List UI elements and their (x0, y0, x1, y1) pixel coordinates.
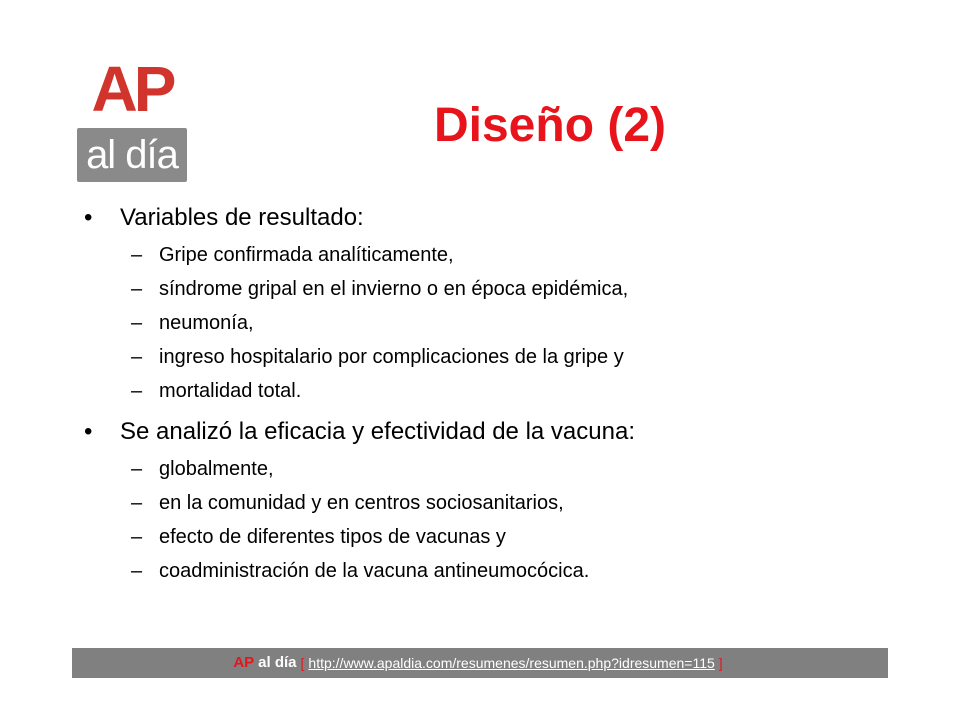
dash-marker: – (131, 244, 143, 266)
list-item (84, 520, 904, 554)
list-item (84, 306, 904, 340)
dash-marker: – (131, 492, 143, 514)
list-item-text: coadministración de la vacuna antineumocócica. (159, 560, 590, 582)
list-item-text: en la comunidad y en centros sociosanitarios, (159, 492, 564, 514)
list-item (84, 554, 904, 588)
list-item-text: mortalidad total. (159, 380, 302, 402)
slide-title: Diseño (2) (433, 99, 667, 152)
dash-marker: – (131, 526, 143, 548)
logo-aldia-box (77, 128, 187, 182)
bullet-dot: • (84, 204, 93, 231)
bullet-heading: Se analizó la eficacia y efectividad de la vacuna: (120, 418, 635, 445)
list-item (84, 486, 904, 520)
footer-brand-aldia: al día (258, 654, 297, 671)
dash-marker: – (131, 458, 143, 480)
bullet-heading: Variables de resultado: (120, 204, 364, 231)
dash-marker: – (131, 346, 143, 368)
dash-marker: – (131, 380, 143, 402)
sublist-variables (84, 238, 904, 408)
list-item-text: ingreso hospitalario por complicaciones de la gripe y (159, 346, 624, 368)
list-item-text: síndrome gripal en el invierno o en época epidémica, (159, 278, 629, 300)
list-item (84, 238, 904, 272)
slide-content (84, 198, 904, 588)
sublist-analisis (84, 452, 904, 588)
dash-marker: – (131, 560, 143, 582)
list-item (84, 374, 904, 408)
list-item-text: Gripe confirmada analíticamente, (159, 244, 454, 266)
bullet-eficacia-vacuna (84, 412, 904, 452)
list-item-text: neumonía, (159, 312, 254, 334)
dash-marker: – (131, 312, 143, 334)
list-item (84, 340, 904, 374)
bullet-variables-resultado (84, 198, 904, 238)
footer-bracket-open: [ (300, 655, 305, 671)
dash-marker: – (131, 278, 143, 300)
logo-aldia-text: al día (86, 133, 178, 177)
footer-brand-ap: AP (233, 654, 255, 671)
footer-url-link[interactable]: http://www.apaldia.com/resumenes/resumen.php?idresumen=115 (308, 655, 715, 671)
list-item-text: efecto de diferentes tipos de vacunas y (159, 526, 506, 548)
footer-bracket-close: ] (718, 655, 723, 671)
ap-al-dia-logo (77, 53, 187, 182)
logo-ap-text: AP (91, 53, 173, 125)
list-item (84, 272, 904, 306)
bullet-dot: • (84, 418, 93, 445)
footer-bar (72, 648, 888, 678)
list-item-text: globalmente, (159, 458, 274, 480)
list-item (84, 452, 904, 486)
